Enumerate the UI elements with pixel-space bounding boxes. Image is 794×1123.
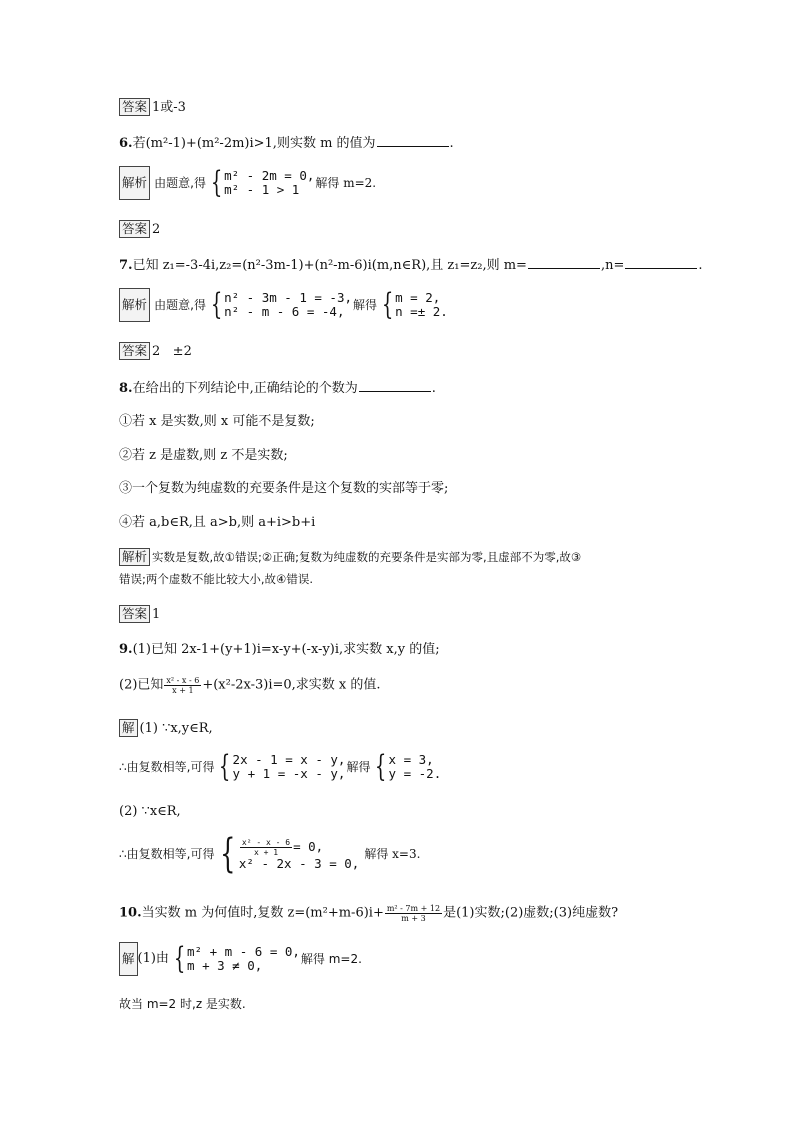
result-system: { x = 3, y = -2.: [375, 749, 442, 784]
analysis-tag: 解析: [119, 166, 150, 200]
fraction: [240, 838, 292, 857]
q9-solution-row-3: (2) ∵x∈R,: [119, 804, 181, 819]
denominator: m + 3: [401, 914, 426, 923]
equation: n =± 2.: [395, 304, 448, 319]
equation-system: { m² - 2m = 0, m² - 1 > 1: [210, 165, 315, 200]
equation: y + 1 = -x - y,: [232, 766, 346, 781]
answer-tag: 答案: [119, 220, 150, 238]
q8-answer-row: [119, 605, 160, 624]
q8-item-2: ②若 z 是虚数,则 z 不是实数;: [119, 448, 288, 463]
equation: n² - m - 6 = -4,: [224, 304, 345, 319]
fraction: [164, 676, 201, 695]
question-number: 6.: [119, 136, 133, 151]
q10-stem: [119, 904, 618, 930]
answer-tag: 答案: [119, 98, 150, 116]
answer-blank: [528, 256, 600, 269]
q6-analysis-row: [119, 166, 376, 202]
solution-text: 解得: [346, 760, 371, 774]
question-text: 若(m²-1)+(m²-2m)i>1,则实数 m 的值为: [132, 136, 376, 151]
equation: x = 3,: [388, 752, 434, 767]
q10-solution-row-2: 故当 m=2 时,z 是实数.: [119, 997, 246, 1011]
q8-answer: 1: [152, 607, 161, 622]
solution-tag: 解: [119, 942, 138, 976]
question-text: 是(1)实数;(2)虚数;(3)纯虚数?: [443, 905, 619, 921]
equation-system: { n² - 3m - 1 = -3, n² - m - 6 = -4,: [210, 287, 353, 322]
question-text: +(x²-2x-3)i=0,求实数 x 的值.: [202, 677, 381, 693]
equation: m = 2,: [395, 290, 441, 305]
q8-stem: [119, 379, 436, 398]
analysis-text-line2: 错误;两个虚数不能比较大小,故④错误.: [119, 572, 313, 586]
equation: m² - 2m = 0,: [224, 168, 315, 183]
numerator: m² - 7m + 12: [386, 904, 441, 913]
answer-blank: [359, 379, 431, 392]
q5-answer-row: [119, 98, 186, 117]
equation: 2x - 1 = x - y,: [232, 752, 346, 767]
q8-item-4: ④若 a,b∈R,且 a>b,则 a+i>b+i: [119, 515, 316, 530]
solution-tag: 解: [119, 719, 138, 737]
answer-blank: [625, 256, 697, 269]
q9-solution-row-1: [119, 719, 213, 738]
numerator: x² - x - 6: [241, 837, 291, 847]
q6-stem: [119, 134, 454, 153]
denominator: x + 1: [253, 847, 279, 857]
solution-text: ∴由复数相等,可得: [119, 847, 215, 861]
q8-item-3: ③一个复数为纯虚数的充要条件是这个复数的实部等于零;: [119, 481, 449, 496]
q6-answer: 2: [152, 222, 161, 237]
answer-tag: 答案: [119, 605, 150, 623]
equation: = 0,: [293, 838, 324, 854]
q8-item-1: ①若 x 是实数,则 x 可能不是复数;: [119, 414, 315, 429]
answer-blank: [377, 134, 449, 147]
q10-solution-row-1: [119, 942, 362, 978]
result-system: { m = 2, n =± 2.: [381, 287, 448, 322]
analysis-text: 由题意,得: [154, 176, 206, 190]
analysis-tag: 解析: [119, 548, 150, 566]
q9-solution-row-2: [119, 749, 442, 788]
numerator: x² - x - 6: [166, 676, 200, 685]
question-text: (1)已知 2x-1+(y+1)i=x-y+(-x-y)i,求实数 x,y 的值;: [132, 642, 440, 657]
q7-answer-row: [119, 342, 192, 361]
question-text: 已知 z₁=-3-4i,z₂=(n²-3m-1)+(n²-m-6)i(m,n∈R),且 z₁=z₂,则 m=: [132, 258, 527, 273]
question-number: 9.: [119, 642, 133, 657]
question-text: (2)已知: [119, 677, 164, 693]
q9-solution-row-4: [119, 831, 421, 878]
question-tail: .: [698, 258, 703, 273]
equation-system: { $\frac{\text{x² - x - 6}}{x + 1}$ = 0, x² - 2x - 3 = 0,: [220, 831, 360, 877]
q5-answer: 1或-3: [152, 100, 186, 115]
equation: m² - 1 > 1: [224, 182, 300, 197]
question-number: 7.: [119, 258, 133, 273]
analysis-tag: 解析: [119, 288, 150, 322]
q7-stem: [119, 256, 702, 275]
q7-analysis-row: [119, 288, 449, 324]
q9-stem: [119, 641, 440, 659]
denominator: x + 1: [172, 686, 194, 695]
equation: y = -2.: [388, 766, 442, 781]
q8-analysis-row: [119, 548, 581, 567]
solution-result: 解得 x=3.: [364, 847, 421, 861]
question-tail: .: [431, 381, 436, 396]
q9-part2: [119, 676, 381, 700]
analysis-text: 解得: [353, 298, 378, 312]
question-tail: .: [449, 136, 454, 151]
equation-system: { 2x - 1 = x - y, y + 1 = -x - y,: [219, 749, 346, 784]
equation: m² + m - 6 = 0,: [187, 944, 300, 959]
equation-system: { m² + m - 6 = 0, m + 3 ≠ 0,: [173, 941, 300, 976]
solution-text: (1)由: [137, 951, 169, 966]
question-text: ,n=: [600, 258, 625, 273]
equation: n² - 3m - 1 = -3,: [224, 290, 353, 305]
solution-text: ∴由复数相等,可得: [119, 760, 215, 774]
q7-answer: 2 ±2: [152, 344, 192, 359]
question-text: 在给出的下列结论中,正确结论的个数为: [132, 381, 358, 396]
question-number: 8.: [119, 381, 133, 396]
question-text: 当实数 m 为何值时,复数 z=(m²+m-6)i+: [141, 905, 384, 921]
solution-result: 解得 m=2.: [300, 952, 362, 966]
fraction: [385, 904, 442, 923]
analysis-text: 实数是复数,故①错误;②正确;复数为纯虚数的充要条件是实部为零,且虚部不为零,故③: [152, 550, 582, 564]
q6-answer-row: [119, 220, 160, 239]
equation: m + 3 ≠ 0,: [187, 958, 263, 973]
question-number: 10.: [119, 905, 142, 921]
answer-tag: 答案: [119, 342, 150, 360]
analysis-result: 解得 m=2.: [315, 176, 377, 190]
analysis-text: 由题意,得: [154, 298, 206, 312]
equation: x² - 2x - 3 = 0,: [238, 855, 360, 871]
solution-text: (1) ∵x,y∈R,: [139, 721, 213, 736]
